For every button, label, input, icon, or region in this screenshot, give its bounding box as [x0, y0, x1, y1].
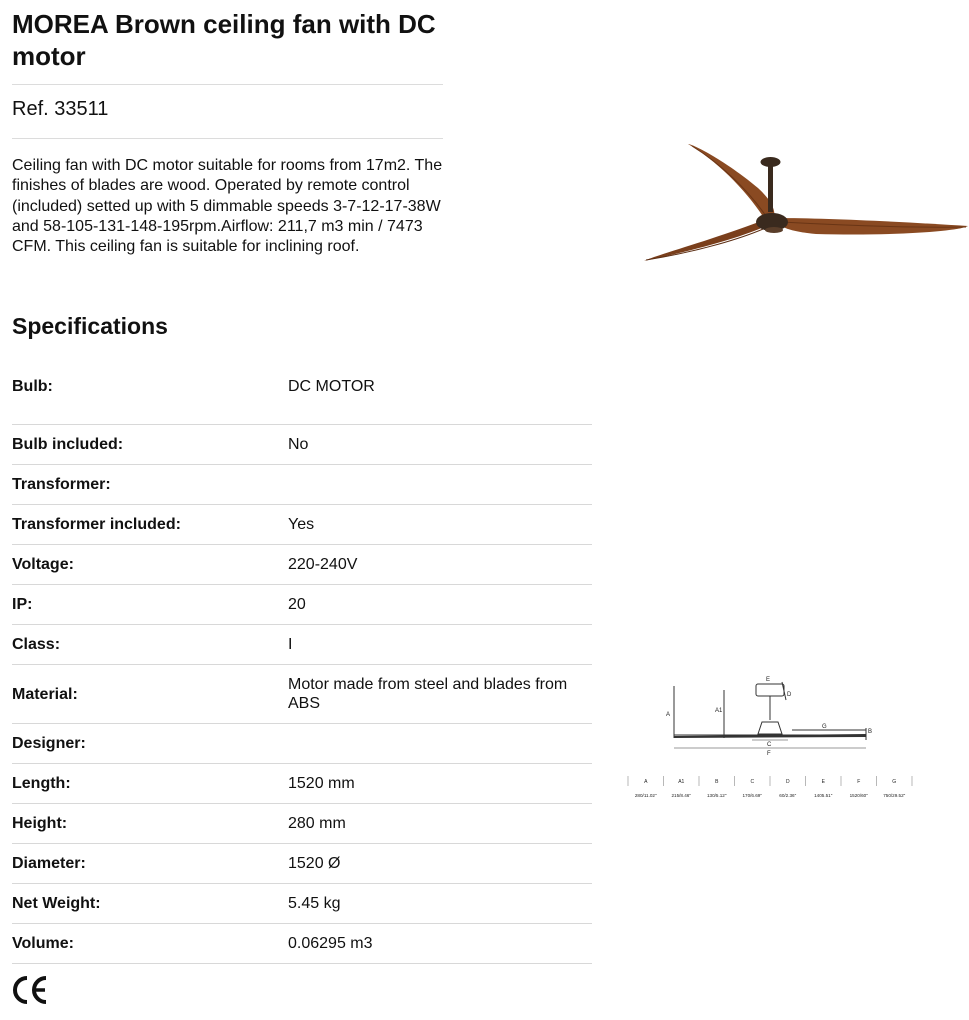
dim-label-e: E — [766, 677, 771, 683]
product-description: Ceiling fan with DC motor suitable for rooms from 17m2. The finishes of blades are wood. Operated by remote control (included) setted up with 5 dimmable speeds 3-7-12-17-38W and 58-105-131-148-195rpm.Airflow: 211,7 m3 min / 7473 CFM. This ceiling fan is suitable for inclining roof. — [12, 157, 443, 256]
spec-label: Height: — [12, 815, 68, 832]
divider — [12, 138, 443, 139]
product-ref: Ref. 33511 — [12, 98, 109, 120]
spec-row — [12, 585, 592, 625]
spec-label: Bulb: — [12, 378, 53, 395]
dim-table-value: 750/29.52" — [883, 793, 906, 798]
spec-value: 5.45 kg — [288, 895, 341, 912]
dim-label-a1: A1 — [715, 708, 723, 714]
spec-value: I — [288, 636, 293, 653]
dim-table-key: E — [821, 779, 825, 785]
spec-label: Designer: — [12, 735, 86, 752]
dim-table-key: C — [750, 779, 755, 785]
dim-table-value: 215/8.46" — [671, 793, 692, 798]
spec-row — [12, 764, 592, 804]
spec-label: Length: — [12, 775, 71, 792]
spec-row — [12, 804, 592, 844]
dim-table-key: A — [644, 779, 648, 785]
spec-row — [12, 924, 592, 964]
divider — [12, 84, 443, 85]
dim-table-key: D — [785, 779, 790, 785]
spec-label: Net Weight: — [12, 895, 101, 912]
dim-label-a: A — [666, 712, 671, 718]
fan-product-image — [636, 130, 969, 265]
dim-table-key: B — [715, 779, 719, 785]
dim-table-key: G — [892, 779, 897, 785]
dim-table-value: 170/6.69" — [742, 793, 763, 798]
spec-value: 1520 Ø — [288, 855, 341, 872]
spec-value: No — [288, 436, 309, 453]
spec-row — [12, 365, 592, 425]
specifications-table — [12, 365, 592, 964]
dim-label-g: G — [822, 724, 827, 730]
spec-value: Yes — [288, 516, 315, 533]
dim-table-value: 280/11.02" — [634, 793, 657, 798]
spec-value: 280 mm — [288, 815, 346, 832]
spec-label: Material: — [12, 685, 78, 703]
dim-table-value: 60/2.36" — [779, 793, 797, 798]
ce-mark — [10, 970, 50, 1010]
product-title: MOREA Brown ceiling fan with DC motor — [12, 9, 436, 71]
spec-label: Voltage: — [12, 556, 74, 573]
spec-row — [12, 545, 592, 585]
spec-row — [12, 465, 592, 505]
dim-label-d: D — [787, 692, 792, 698]
dim-table-key: A1 — [678, 779, 685, 785]
dim-table-value: 1520/60" — [849, 793, 868, 798]
spec-value: 1520 mm — [288, 775, 355, 792]
spec-row — [12, 884, 592, 924]
spec-label: Transformer: — [12, 476, 111, 493]
spec-label: Volume: — [12, 935, 74, 952]
spec-row — [12, 625, 592, 665]
specifications-heading: Specifications — [12, 313, 168, 339]
spec-label: IP: — [12, 596, 33, 613]
spec-row — [12, 724, 592, 764]
spec-row — [12, 665, 592, 724]
spec-label: Transformer included: — [12, 516, 181, 533]
dim-table-value: 130/5.12" — [706, 793, 727, 798]
spec-row — [12, 844, 592, 884]
spec-value: 220-240V — [288, 556, 358, 573]
spec-row — [12, 425, 592, 465]
dimension-diagram — [622, 670, 922, 805]
dim-label-f: F — [767, 751, 771, 757]
dim-table-key: F — [857, 779, 861, 785]
dim-table-value: 1405.51" — [814, 793, 833, 798]
spec-label: Bulb included: — [12, 436, 124, 453]
spec-label: Class: — [12, 636, 61, 653]
spec-label: Diameter: — [12, 855, 86, 872]
dim-label-c: C — [767, 742, 772, 748]
spec-value: 0.06295 m3 — [288, 935, 373, 952]
spec-row — [12, 505, 592, 545]
dim-label-b: B — [868, 729, 873, 735]
spec-value: Motor made from steel and blades from ABS — [288, 676, 568, 712]
spec-value: 20 — [288, 596, 306, 613]
spec-value: DC MOTOR — [288, 378, 375, 395]
